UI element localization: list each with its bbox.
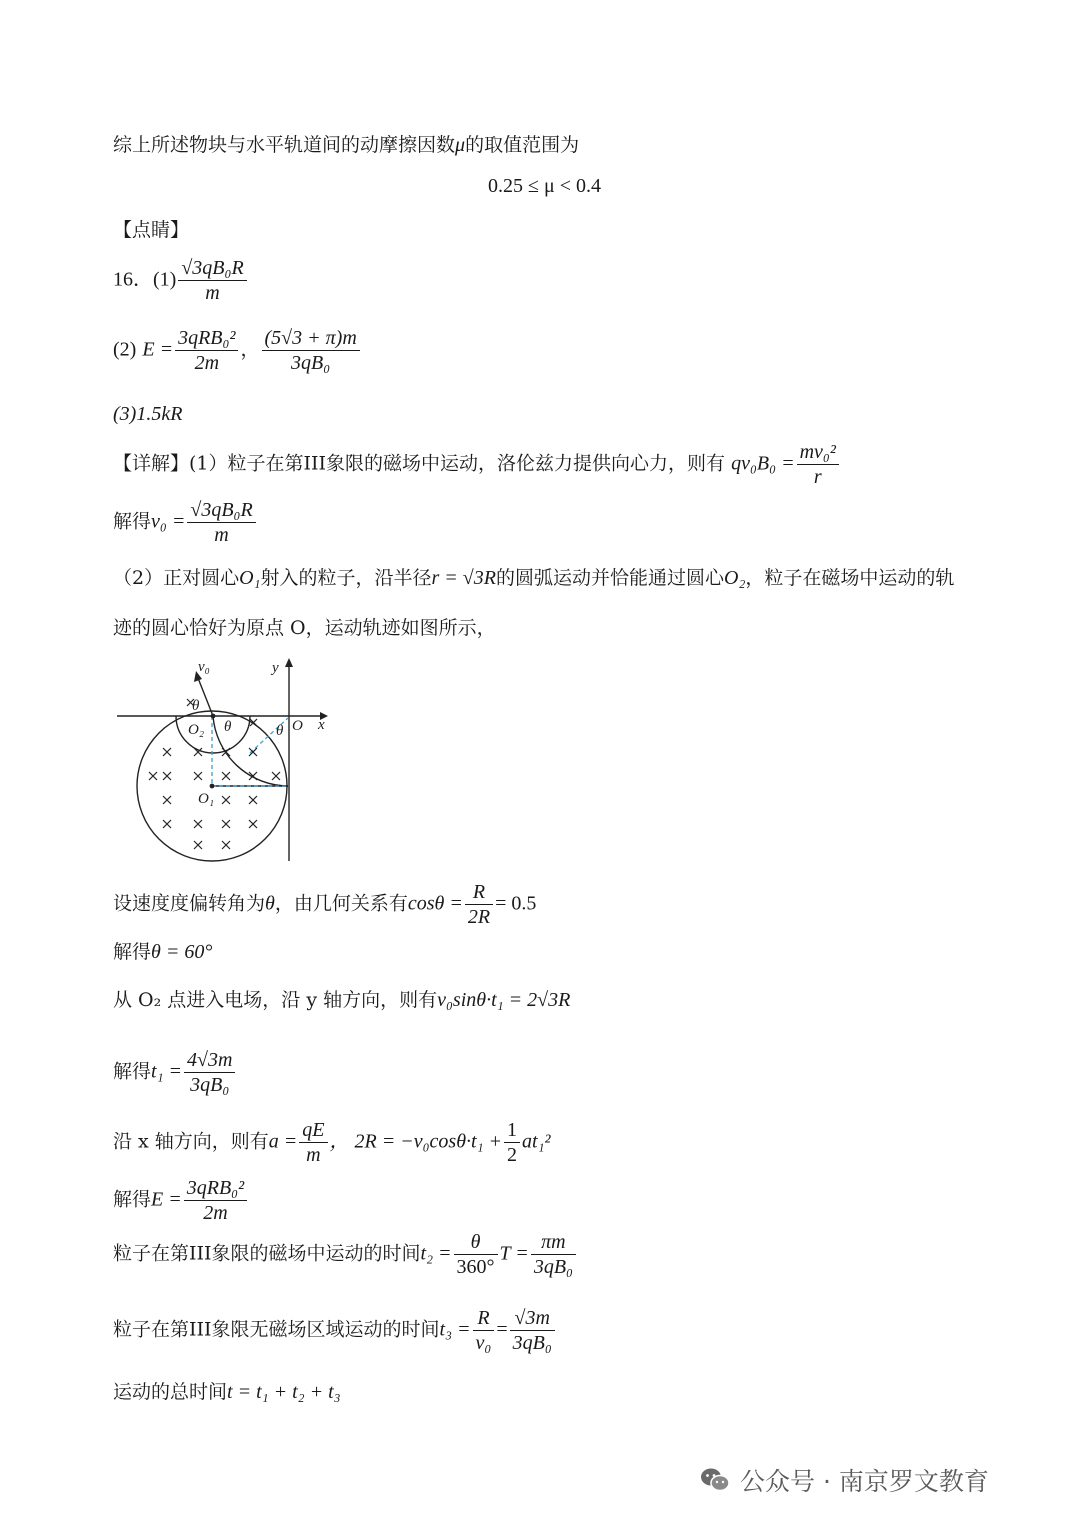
a2-prefix: (2) (113, 338, 137, 361)
t3-frac (473, 1306, 495, 1355)
t3-num: R (473, 1306, 495, 1331)
trajectory-diagram (112, 655, 332, 865)
q16-label: 16．(1) (113, 268, 177, 291)
label-x: x (318, 717, 325, 733)
label-theta-1: θ (192, 698, 200, 714)
t1-line (113, 1048, 237, 1097)
E-den: 2m (203, 1202, 228, 1224)
set-theta-text2: ，由几何关系有 (274, 892, 408, 915)
p2-o2: O₂ (724, 567, 746, 589)
a2-E: E = (142, 338, 174, 361)
E-num: 3qRB₀² (184, 1176, 247, 1201)
along-x-text: 沿 x 轴方向，则有 (113, 1130, 269, 1153)
theta-setup-line (113, 880, 536, 929)
x-eq1: ， 2R = −v₀cosθ·t₁ + (329, 1130, 503, 1153)
t2-line (113, 1230, 578, 1279)
label-theta-2: θ (224, 719, 232, 735)
t2-frac (454, 1230, 498, 1279)
a2-num: 3qRB₀² (175, 326, 238, 351)
solve-E-text: 解得 (113, 1188, 152, 1211)
t2-text: 粒子在第III象限的磁场中运动的时间 (113, 1242, 421, 1265)
watermark-text: 公众号 · 南京罗文教育 (740, 1467, 989, 1496)
answer-1 (113, 256, 249, 305)
summary-text: 综上所述物块与水平轨道间的动摩擦因数 (113, 134, 456, 156)
detail-frac (797, 440, 839, 489)
o1-point (210, 784, 215, 789)
wechat-icon (700, 1467, 730, 1493)
answer-1-fraction (178, 256, 246, 305)
t3-mid: = (496, 1318, 508, 1341)
label-y: y (272, 660, 279, 676)
half-den: 2 (507, 1144, 518, 1166)
E-line (113, 1176, 249, 1225)
solve-v0-text: 解得 (113, 510, 152, 533)
cos-lhs: cosθ = (407, 892, 463, 915)
range-equation: 0.25 ≤ μ < 0.4 (488, 175, 601, 197)
a2-frac1 (175, 326, 238, 375)
from-o2-eq: v₀sinθ·t₁ = 2√3R (437, 989, 571, 1011)
E-lhs: E = (151, 1188, 182, 1211)
total-time-line (113, 1380, 341, 1404)
t3-num2: √3m (510, 1306, 555, 1331)
v0-num: √3qB₀R (187, 498, 255, 523)
x-eq2: at₁² (522, 1130, 551, 1153)
p2-r: r = √3R (431, 567, 496, 589)
theta-eq: θ = 60° (151, 941, 213, 963)
a-den: m (306, 1144, 321, 1166)
t2-frac2 (531, 1230, 576, 1279)
solve-v0-line (113, 498, 258, 547)
answer-1-den: m (205, 282, 220, 304)
detail-text: 【详解】(1）粒子在第III象限的磁场中运动，洛伦兹力提供向心力，则有 (113, 452, 726, 475)
total-text: 运动的总时间 (113, 1381, 228, 1403)
t3-den: v₀ (475, 1332, 492, 1354)
a2-den: 2m (194, 352, 220, 374)
t2-den: 360° (456, 1256, 495, 1278)
from-o2-text: 从 O₂ 点进入电场，沿 y 轴方向，则有 (113, 989, 438, 1011)
mu-symbol: μ (455, 134, 466, 156)
a-frac (299, 1118, 327, 1167)
theta-result-line (113, 940, 212, 964)
v0-frac (187, 498, 255, 547)
solve-t1-text: 解得 (113, 1060, 152, 1083)
label-v0: v₀ (198, 659, 210, 675)
summary-tail: 的取值范围为 (465, 134, 580, 156)
detail-num: mv₀² (797, 440, 839, 465)
label-O: O (292, 718, 303, 734)
t3-text: 粒子在第III象限无磁场区域运动的时间 (113, 1318, 440, 1341)
t1-lhs: t₁ = (151, 1060, 183, 1083)
o2-point (211, 714, 216, 719)
answer-3: (3)1.5kR (113, 403, 183, 425)
t2-num2: πm (531, 1230, 576, 1255)
t2-lhs: t₂ = (420, 1242, 452, 1265)
t1-frac (184, 1048, 235, 1097)
theta-res-text: 解得 (113, 941, 152, 963)
part2-line2: 迹的圆心恰好为原点 O，运动轨迹如图所示， (113, 617, 496, 639)
half-frac (504, 1118, 520, 1167)
t2-num: θ (454, 1230, 498, 1255)
t3-line (113, 1306, 557, 1355)
t3-den2: 3qB₀ (512, 1332, 552, 1354)
t1-num: 4√3m (184, 1048, 235, 1073)
summary-line (113, 133, 579, 157)
detail-den: r (813, 466, 822, 488)
answer-1-num: √3qB₀R (178, 256, 246, 281)
label-theta-3: θ (276, 723, 284, 739)
p2-c: 的圆弧运动并恰能通过圆心 (496, 567, 725, 589)
cos-den: 2R (467, 906, 491, 928)
half-num: 1 (504, 1118, 520, 1143)
t2-mid: T = (499, 1242, 529, 1265)
a2-num2: (5√3 + π)m (262, 326, 360, 351)
p2-o1: O₁ (239, 567, 261, 589)
theta-symbol: θ (265, 892, 275, 915)
v0-vector (198, 678, 213, 716)
cos-num: R (465, 880, 493, 905)
p2-d: ，粒子在磁场中运动的轨 (745, 567, 955, 589)
cos-frac (465, 880, 493, 929)
detail-line (113, 440, 841, 489)
field-crosses (149, 699, 280, 849)
answer-2: (2) E = $\frac{\text{3qRB₀²}}{2m}$ ， $\frac{(5√3 + \pi)m}{\text{3qB₀}}$ (113, 326, 362, 375)
part2-line1 (113, 566, 954, 590)
dianjing-heading: 【点睛】 (113, 219, 190, 241)
a-num: qE (299, 1118, 327, 1143)
total-eq: t = t₁ + t₂ + t₃ (227, 1381, 341, 1403)
y-axis-arrow (285, 658, 293, 667)
from-o2-line (113, 988, 570, 1012)
label-O2: O₂ (188, 722, 205, 738)
cos-rhs: = 0.5 (495, 892, 537, 915)
t3-frac2 (510, 1306, 555, 1355)
x-direction-line (113, 1118, 551, 1167)
detail-eq: qv₀B₀ = (731, 452, 795, 475)
t2-den2: 3qB₀ (533, 1256, 573, 1278)
t3-lhs: t₃ = (439, 1318, 471, 1341)
t1-den: 3qB₀ (190, 1074, 230, 1096)
label-O1: O₁ (198, 791, 215, 807)
v0-den: m (214, 524, 229, 546)
p2-a: （2）正对圆心 (113, 567, 240, 589)
watermark (700, 1462, 989, 1498)
a2-den2: 3qB₀ (291, 352, 331, 374)
a-lhs: a = (268, 1130, 298, 1153)
a2-frac2 (262, 326, 360, 375)
E-frac (184, 1176, 247, 1225)
set-theta-text: 设速度度偏转角为 (113, 892, 266, 915)
p2-b: 射入的粒子，沿半径 (260, 567, 432, 589)
v0-lhs: v₀ = (151, 510, 186, 533)
